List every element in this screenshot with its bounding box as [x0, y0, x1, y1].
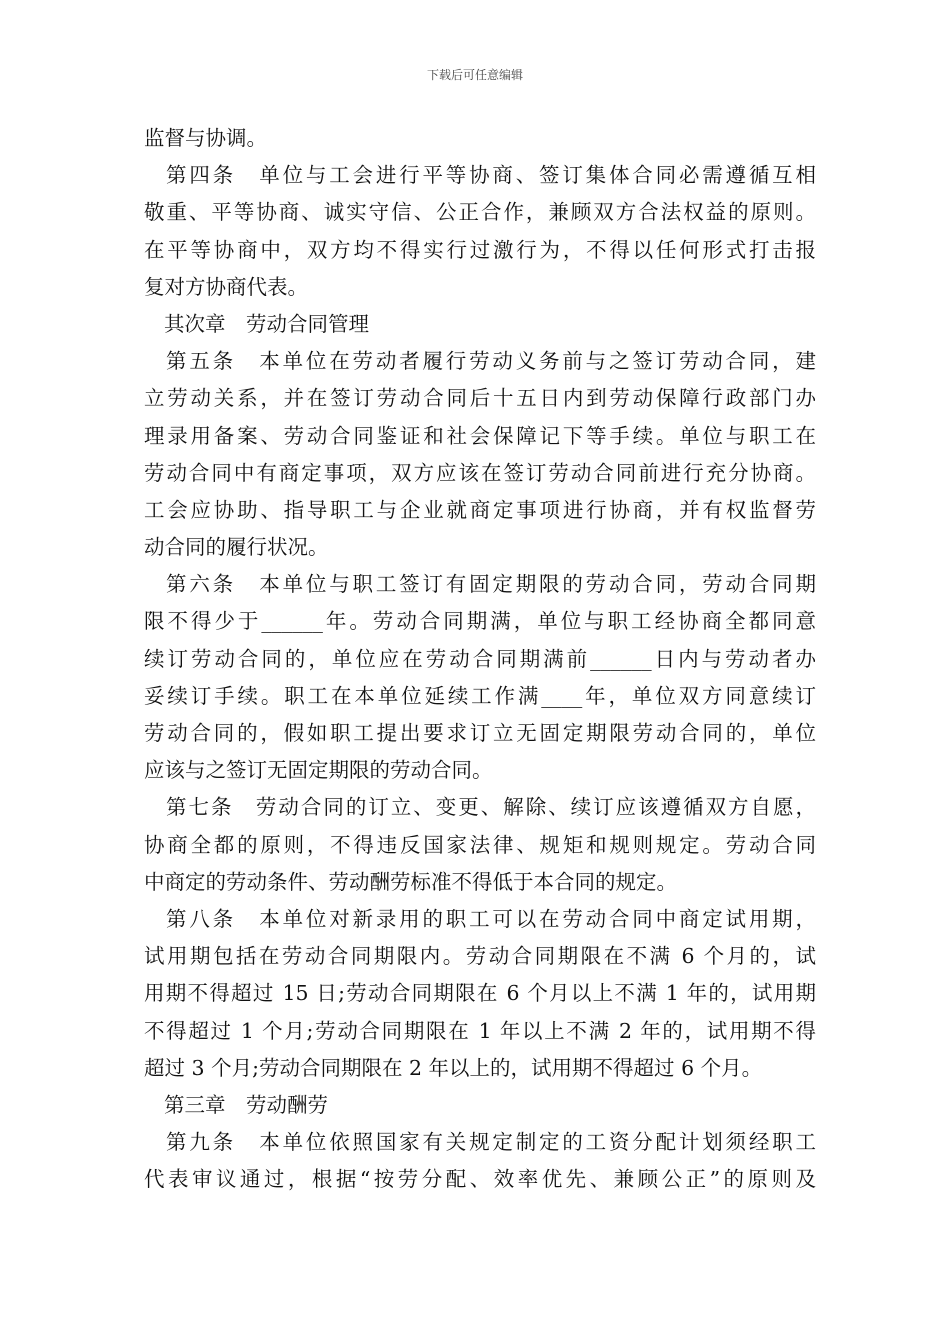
text-line: 第六条 本单位与职工签订有固定期限的劳动合同，劳动合同期 — [166, 572, 816, 597]
chapter-heading: 其次章 劳动合同管理 — [164, 311, 369, 336]
text-line: 妥续订手续。职工在本单位延续工作满____年，单位双方同意续订 — [144, 683, 816, 708]
text-line: 超过 3 个月;劳动合同期限在 2 年以上的，试用期不得超过 6 个月。 — [144, 1055, 763, 1080]
text-line: 在平等协商中，双方均不得实行过激行为，不得以任何形式打击报 — [144, 237, 816, 262]
text-line: 第七条 劳动合同的订立、变更、解除、续订应该遵循双方自愿， — [166, 795, 816, 820]
text-line: 动合同的履行状况。 — [144, 535, 329, 560]
text-line: 应该与之签订无固定期限的劳动合同。 — [144, 758, 493, 783]
text-line: 试用期包括在劳动合同期限内。劳动合同期限在不满 6 个月的，试 — [144, 944, 816, 969]
text-line: 理录用备案、劳动合同鉴证和社会保障记下等手续。单位与职工在 — [144, 423, 816, 448]
text-line: 第五条 本单位在劳动者履行劳动义务前与之签订劳动合同，建 — [166, 349, 816, 374]
text-line: 限不得少于______年。劳动合同期满，单位与职工经协商全都同意 — [144, 609, 816, 634]
text-line: 劳动合同的，假如职工提出要求订立无固定期限劳动合同的，单位 — [144, 721, 816, 745]
chapter-heading: 第三章 劳动酬劳 — [164, 1092, 328, 1117]
text-line: 第九条 本单位依照国家有关规定制定的工资分配计划须经职工 — [166, 1130, 816, 1155]
document-body — [144, 120, 816, 1198]
text-line: 劳动合同中有商定事项，双方应该在签订劳动合同前进行充分协商。 — [144, 460, 816, 485]
text-line: 中商定的劳动条件、劳动酬劳标准不得低于本合同的规定。 — [144, 869, 677, 894]
text-line: 第四条 单位与工会进行平等协商、签订集体合同必需遵循互相 — [166, 163, 816, 188]
text-line: 监督与协调。 — [144, 126, 267, 150]
text-line: 工会应协助、指导职工与企业就商定事项进行协商，并有权监督劳 — [144, 497, 816, 522]
text-line: 代表审议通过，根据“按劳分配、效率优先、兼顾公正”的原则及 — [144, 1167, 816, 1192]
text-line: 协商全都的原则，不得违反国家法律、规矩和规则规定。劳动合同 — [144, 832, 816, 857]
text-line: 不得超过 1 个月;劳动合同期限在 1 年以上不满 2 年的，试用期不得 — [144, 1018, 816, 1043]
text-line: 用期不得超过 15 日;劳动合同期限在 6 个月以上不满 1 年的，试用期 — [144, 981, 816, 1006]
text-line: 第八条 本单位对新录用的职工可以在劳动合同中商定试用期， — [166, 906, 816, 931]
page-header: 下载后可任意编辑 — [426, 68, 523, 82]
text-line: 立劳动关系，并在签订劳动合同后十五日内到劳动保障行政部门办 — [144, 386, 816, 411]
text-line: 续订劳动合同的，单位应在劳动合同期满前______日内与劳动者办 — [144, 646, 816, 671]
text-line: 敬重、平等协商、诚实守信、公正合作，兼顾双方合法权益的原则。 — [144, 200, 816, 225]
text-line: 复对方协商代表。 — [144, 274, 308, 299]
